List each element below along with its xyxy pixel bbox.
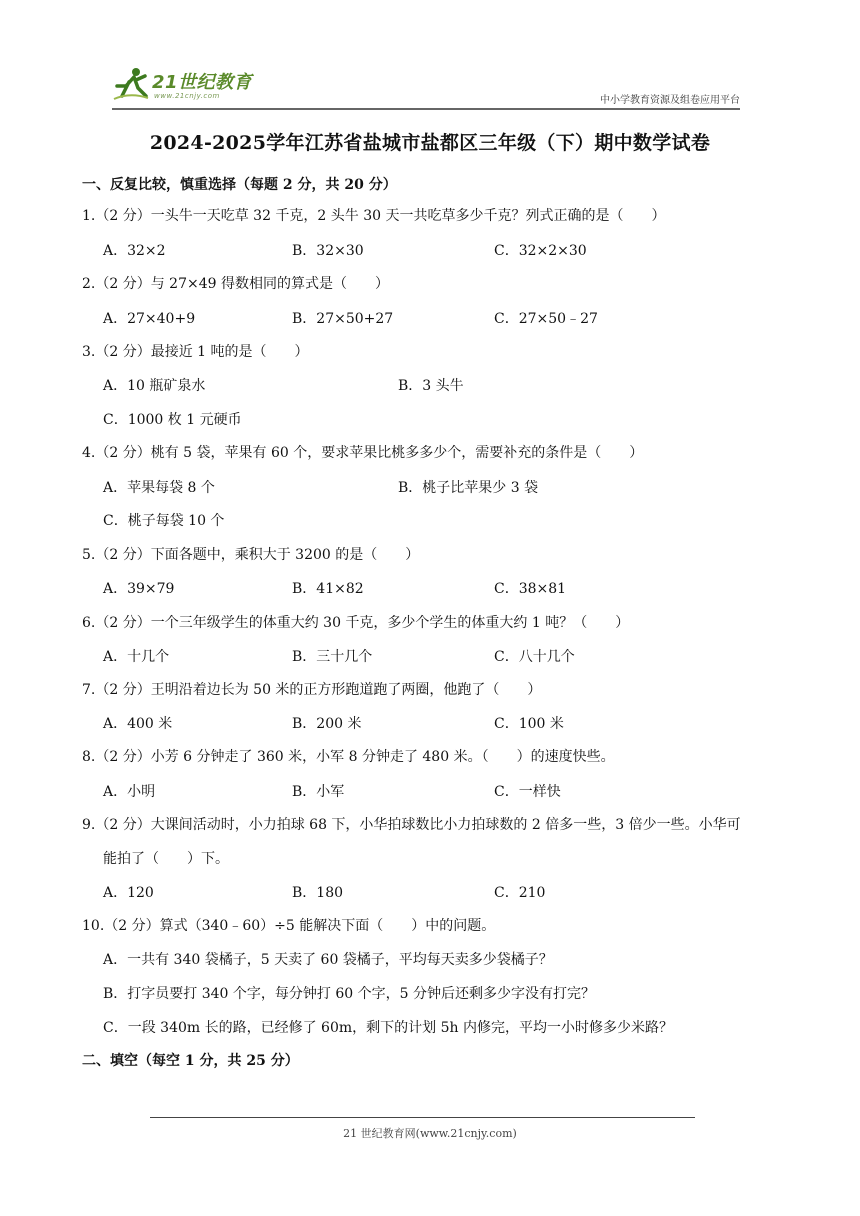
platform-tagline: 中小学教育资源及组卷应用平台: [600, 95, 740, 106]
question-10: 10.（2 分）算式（340﹣60）÷5 能解决下面（ ）中的问题。: [82, 918, 496, 934]
q6-option-c: C．八十几个: [494, 649, 575, 665]
question-6: 6.（2 分）一个三年级学生的体重大约 30 千克，多少个学生的体重大约 1 吨？（ ）: [82, 615, 630, 631]
q8-option-c: C．一样快: [494, 784, 561, 800]
q5-option-a: A．39×79: [103, 581, 175, 597]
logo-text: 21世纪教育: [152, 72, 253, 93]
question-8: 8.（2 分）小芳 6 分钟走了 360 米，小军 8 分钟走了 480 米。（ ）的速度快些。: [82, 749, 615, 765]
exam-title: 2024-2025学年江苏省盐城市盐都区三年级（下）期中数学试卷: [149, 132, 711, 154]
question-4: 4.（2 分）桃有 5 袋，苹果有 60 个，要求苹果比桃多多少个，需要补充的条件是（ ）: [82, 445, 644, 461]
question-3: 3.（2 分）最接近 1 吨的是（ ）: [82, 344, 309, 360]
q1-option-c: C．32×2×30: [494, 243, 587, 259]
q5-option-c: C．38×81: [494, 581, 567, 597]
logo: [112, 66, 262, 106]
q2-option-b: B．27×50+27: [292, 311, 394, 327]
q7-option-a: A．400 米: [103, 716, 173, 732]
question-2: 2.（2 分）与 27×49 得数相同的算式是（ ）: [82, 276, 389, 292]
q5-option-b: B．41×82: [292, 581, 364, 597]
q1-option-a: A．32×2: [103, 243, 166, 259]
q9-option-a: A．120: [103, 885, 154, 901]
question-1: 1.（2 分）一头牛一天吃草 32 千克，2 头牛 30 天一共吃草多少千克？列式正确的是（ ）: [82, 208, 666, 224]
footer-divider: [150, 1117, 695, 1118]
q7-option-c: C．100 米: [494, 716, 564, 732]
question-5: 5.（2 分）下面各题中，乘积大于 3200 的是（ ）: [82, 547, 420, 563]
question-9-line-1: 9.（2 分）大课间活动时，小力拍球 68 下，小华拍球数比小力拍球数的 2 倍多一些，3 倍少一些。小华可: [82, 817, 741, 833]
q3-option-c: C．1000 枚 1 元硬币: [103, 412, 242, 428]
section-heading-2: 二、填空（每空 1 分，共 25 分）: [82, 1053, 299, 1069]
q4-option-c: C．桃子每袋 10 个: [103, 513, 225, 529]
q3-option-b: B．3 头牛: [398, 378, 464, 394]
q1-option-b: B．32×30: [292, 243, 364, 259]
footer-text: 21 世纪教育网(www.21cnjy.com): [343, 1127, 517, 1140]
q6-option-a: A．十几个: [103, 649, 170, 665]
q4-option-b: B．桃子比苹果少 3 袋: [398, 480, 539, 496]
q9-option-b: B．180: [292, 885, 344, 901]
q10-option-c: C．一段 340m 长的路，已经修了 60m，剩下的计划 5h 内修完，平均一小时修多少米路？: [103, 1020, 673, 1036]
q10-option-b: B．打字员要打 340 个字，每分钟打 60 个字，5 分钟后还剩多少字没有打完？: [103, 986, 595, 1002]
q8-option-a: A．小明: [103, 784, 156, 800]
q4-option-a: A．苹果每袋 8 个: [103, 480, 215, 496]
question-7: 7.（2 分）王明沿着边长为 50 米的正方形跑道跑了两圈，他跑了（ ）: [82, 682, 542, 698]
runner-logo-icon: [112, 66, 150, 102]
q8-option-b: B．小军: [292, 784, 345, 800]
section-heading-1: 一、反复比较，慎重选择（每题 2 分，共 20 分）: [82, 177, 397, 193]
q7-option-b: B．200 米: [292, 716, 362, 732]
logo-url: www.21cnjy.com: [154, 92, 220, 100]
q2-option-c: C．27×50﹣27: [494, 311, 598, 327]
q2-option-a: A．27×40+9: [103, 311, 196, 327]
page-header: [0, 0, 860, 110]
q3-option-a: A．10 瓶矿泉水: [103, 378, 206, 394]
q6-option-b: B．三十几个: [292, 649, 373, 665]
header-divider: [112, 108, 740, 110]
question-9-line-2: 能拍了（ ）下。: [103, 851, 229, 867]
q9-option-c: C．210: [494, 885, 546, 901]
q10-option-a: A．一共有 340 袋橘子，5 天卖了 60 袋橘子，平均每天卖多少袋橘子？: [103, 952, 553, 968]
